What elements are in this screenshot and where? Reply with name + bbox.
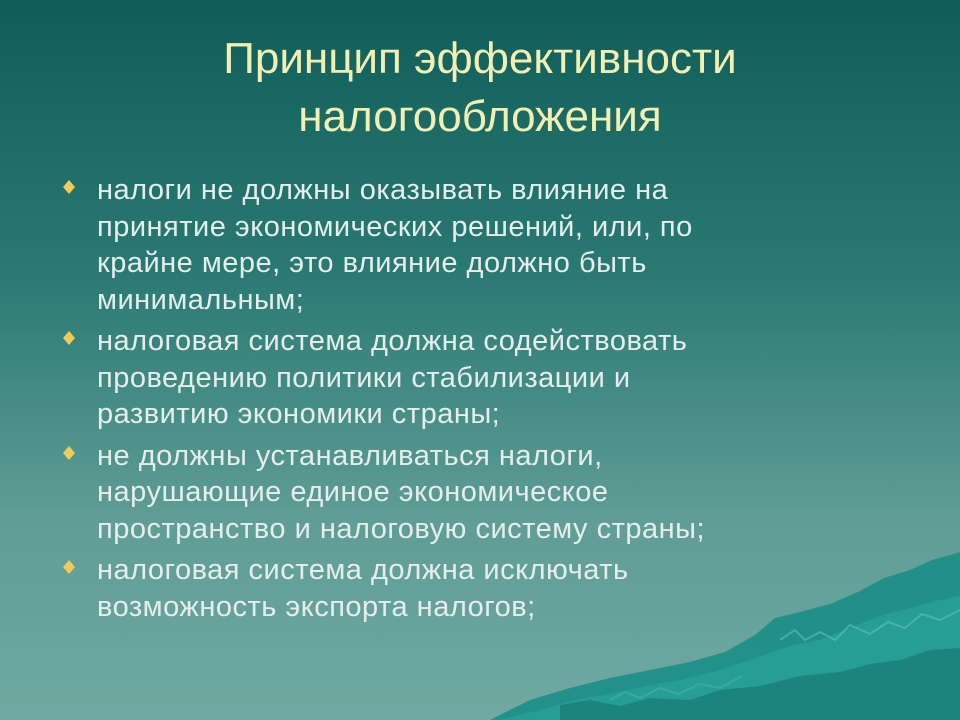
slide-title — [110, 30, 850, 146]
bullet-line: пространство и налоговую систему страны; — [97, 512, 706, 545]
diamond-bullet-icon — [60, 444, 78, 462]
diamond-bullet-icon — [60, 558, 78, 576]
bullet-line: принятие экономических решений, или, по — [97, 210, 693, 243]
bullet-line: развитию экономики страны; — [97, 398, 501, 430]
bullet-list — [60, 172, 920, 630]
bullet-line: проведению политики стабилизации и — [97, 361, 631, 394]
bullet-item — [60, 438, 920, 548]
diamond-bullet-icon — [60, 178, 78, 196]
bullet-line: налоги не должны оказывать влияние на — [97, 174, 669, 206]
diamond-bullet-icon — [60, 329, 78, 347]
bullet-item — [60, 172, 920, 318]
bullet-line: нарушающие единое экономическое — [97, 476, 609, 508]
bullet-line: налоговая система должна содействовать — [97, 325, 688, 357]
slide-title-line: Принцип эффективности — [223, 34, 737, 83]
slide-title-line: налогообложения — [298, 92, 662, 141]
bullet-line: крайне мере, это влияние должно быть — [97, 247, 647, 279]
bullet-line: не должны устанавливаться налоги, — [97, 439, 603, 472]
bullet-item — [60, 552, 920, 625]
bullet-item — [60, 323, 920, 433]
bullet-line: налоговая система должна исключать — [97, 554, 629, 586]
bullet-line: минимальным; — [97, 283, 305, 316]
bullet-line: возможность экспорта налогов; — [97, 590, 536, 623]
